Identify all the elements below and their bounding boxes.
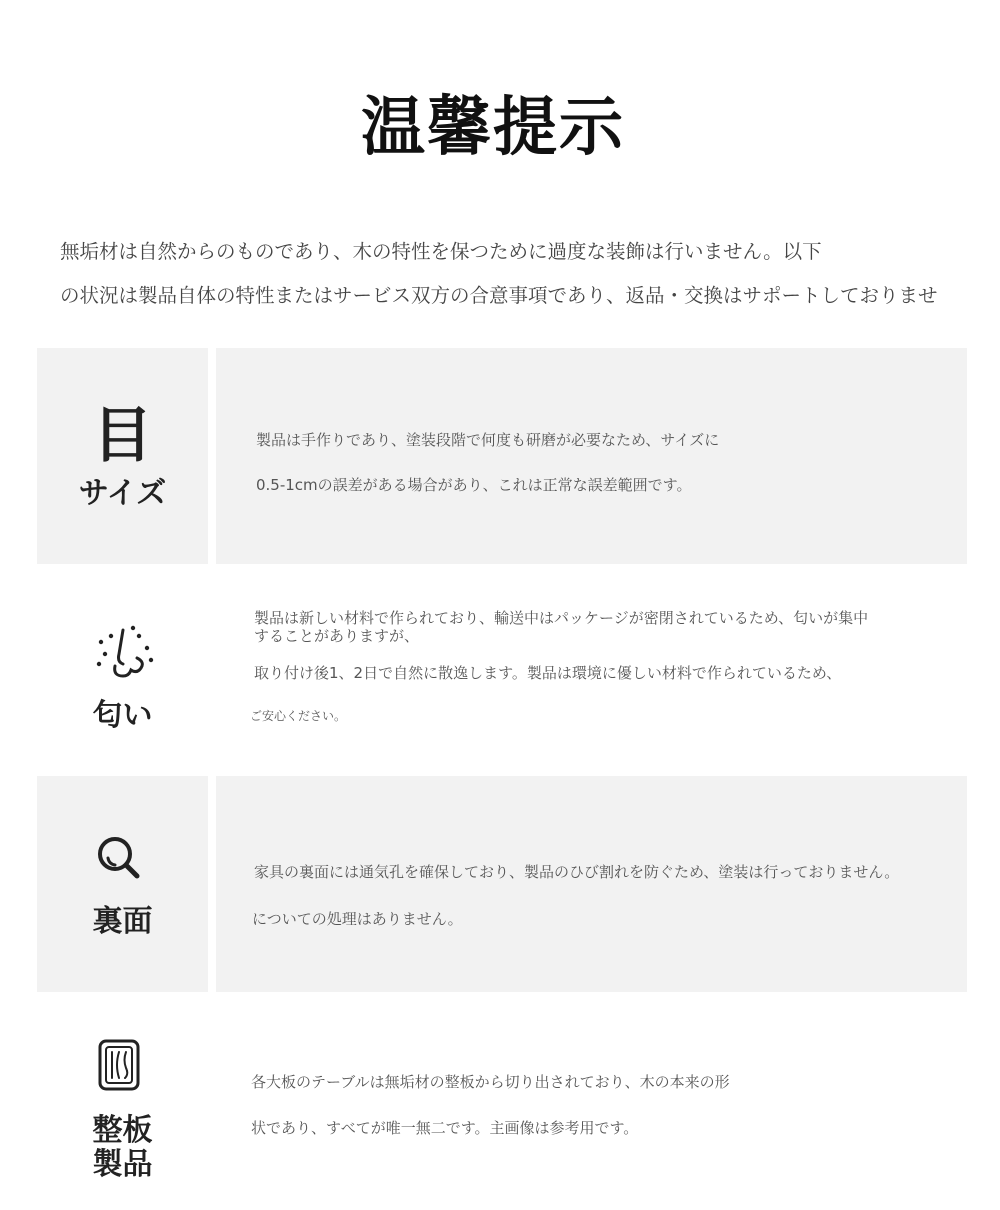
size-glyph-icon: 目 [92,401,153,471]
section-back-label: 裏面 [92,904,153,939]
section-board [37,1020,967,1200]
section-smell-label: 匂い [92,698,153,733]
section-back-label-panel [37,776,208,992]
section-size-line-2: 0.5-1cmの誤差がある場合があり、これは正常な誤差範囲です。 [256,476,692,494]
section-board-label-1: 整板 [92,1113,153,1148]
section-board-line-1: 各大板のテーブルは無垢材の整板から切り出されており、木の本来の形 [251,1073,730,1091]
section-smell-text-panel [216,590,967,760]
magnifier-icon [95,834,143,880]
section-smell-line-1: 製品は新しい材料で作られており、輸送中はパッケージが密閉されているため、匂いが集中 [254,609,869,627]
intro-line-2: の状況は製品自体の特性またはサービス双方の合意事項であり、返品・交換はサポートしておりませ [60,284,938,307]
wood-board-icon [97,1038,141,1092]
section-smell [37,590,967,760]
section-board-text-panel [216,1020,967,1200]
section-back [37,776,967,992]
section-size-label: サイズ [78,476,167,511]
section-smell-label-panel [37,590,208,760]
section-size-line-1: 製品は手作りであり、塗装段階で何度も研磨が必要なため、サイズに [256,431,720,449]
intro-line-1: 無垢材は自然からのものであり、木の特性を保つために過度な装飾は行いません。以下 [60,240,822,263]
section-size-label-panel [37,348,208,564]
section-back-text-panel [216,776,967,992]
section-smell-line-2: することがありますが、 [254,627,420,645]
section-size-text-panel [216,348,967,564]
page-title: 温馨提示 [361,91,625,165]
section-board-label-2: 製品 [92,1147,153,1182]
nose-smell-icon [93,620,157,680]
section-board-label-panel [37,1020,208,1200]
section-size [37,348,967,564]
intro-text [60,230,1000,318]
section-smell-line-3: 取り付け後1、2日で自然に散逸します。製品は環境に優しい材料で作られているため、 [254,664,842,682]
section-board-line-2: 状であり、すべてが唯一無二です。主画像は参考用です。 [251,1119,639,1137]
section-back-line-2: についての処理はありません。 [252,910,463,928]
section-smell-line-4: ご安心ください。 [250,709,347,723]
section-back-line-1: 家具の裏面には通気孔を確保しており、製品のひび割れを防ぐため、塗装は行っておりません。 [254,863,900,881]
